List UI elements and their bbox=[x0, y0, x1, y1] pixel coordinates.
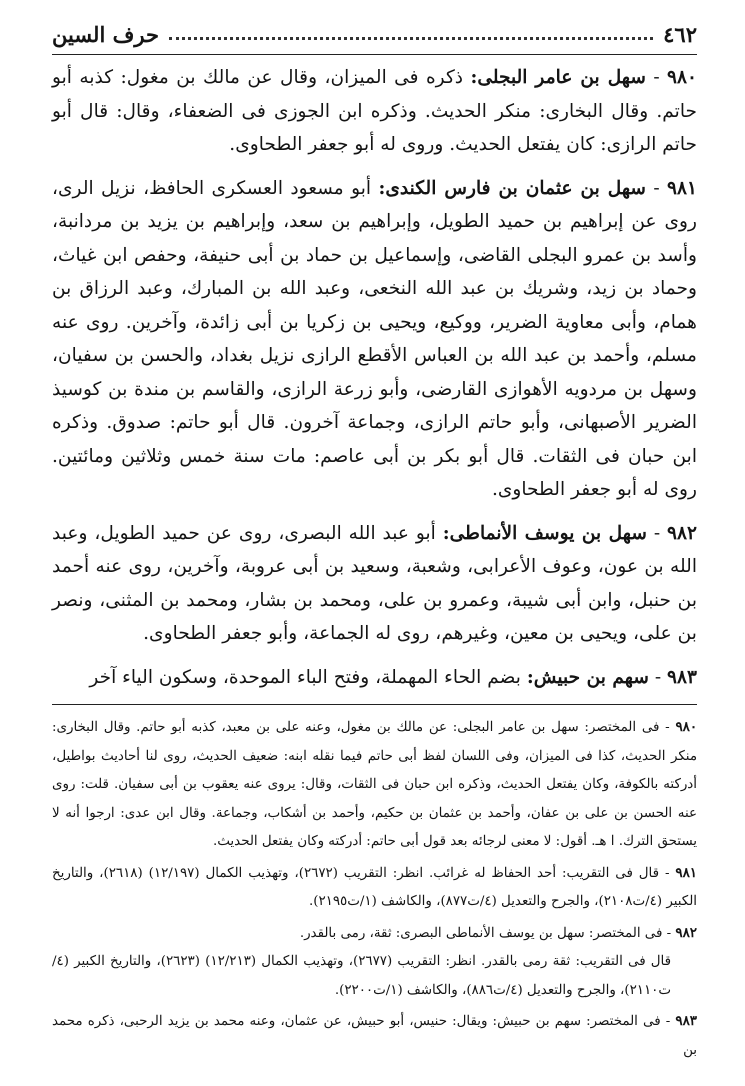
footnote-separator: - bbox=[660, 1014, 676, 1029]
entry-980 bbox=[52, 61, 697, 162]
entry-number: ٩٨١ bbox=[667, 177, 697, 199]
entry-number: ٩٨٠ bbox=[667, 67, 697, 88]
footnote-981 bbox=[52, 859, 697, 917]
entry-separator: - bbox=[646, 522, 668, 544]
entry-body: بضم الحاء المهملة، وفتح الباء الموحدة، وسكون الياء آخر bbox=[89, 666, 527, 688]
header-dotted-leader bbox=[169, 37, 653, 40]
entry-separator: - bbox=[645, 177, 668, 199]
page-number: ٤٦٢ bbox=[663, 21, 697, 47]
footnote-number: ٩٨٣ bbox=[675, 1013, 697, 1029]
footnote-text: فى المختصر: سهل بن عامر البجلى: عن مالك بن مغول، وعنه على بن معبد، كذبه أبو حاتم. وقال البخارى: منكر الحديث، كذا فى الميزان، وفى اللسان لفظ أبى حاتم فيما نقله ابنه: ضعيف الحديث، روى لنا أحاديث بواطيل، أدركته بالكوفة، وكان يفتعل الحديث، وذكره ابن حبان فى الثقات، وقال: يروى عنه يعقوب بن أبى سفيان. قلت: روى عنه الحسن بن على بن عفان، وأحمد بن عثمان بن حكيم، وأحمد بن أشكاب، وجماعة. وقال ابن عدى: ارجوا أنه لا يستحق الترك. ا هـ. أقول: لا معنى لرجائه بعد قول أبى حاتم: أدركته وكان يفتعل الحديث. bbox=[52, 720, 697, 849]
footnote-983 bbox=[52, 1007, 697, 1065]
footnote-982 bbox=[52, 919, 697, 1006]
footnote-divider bbox=[52, 704, 697, 705]
main-text bbox=[52, 61, 697, 694]
entry-name: سهل بن عامر البجلى: bbox=[470, 67, 646, 88]
footnote-separator: - bbox=[659, 720, 676, 735]
entry-body: أبو مسعود العسكرى الحافظ، نزيل الرى، روى عن إبراهيم بن حميد الطويل، وإبراهيم بن سعد، وإبراهيم بن يزيد بن مردانبة، وأسد بن عمرو البجلى القاضى، وإسماعيل بن حماد بن أبى حنيفة، وحفص ابن غياث، وحماد بن زيد، وشريك بن عبد الله النخعى، وعبد الله بن المبارك، وعبد الرزاق بن همام، وأبى معاوية الضرير، ووكيع، ويحيى بن زكريا بن أبى زائدة، وآخرين. روى عنه مسلم، وأحمد بن عبد الله بن العباس الأقطع الرازى نزيل بغداد، والحسن بن سفيان، وسهل بن مردويه الأهوازى القارضى، وأبو زرعة الرازى، والقاسم بن مندة بن كوسيذ الضرير الأصبهانى، وأبو حاتم الرازى، وجماعة آخرون. قال أبو حاتم: صدوق. وذكره ابن حبان فى الثقات. قال أبو بكر بن أبى عاصم: مات سنة خمس وثلاثين ومائتين. روى له أبو جعفر الطحاوى. bbox=[52, 177, 697, 500]
footnote-text: قال فى التقريب: أحد الحفاظ له غرائب. انظر: التقريب (٢٦٧٢)، وتهذيب الكمال (١٢/١٩٧) (٢٦١٨)، والتاريخ الكبير (٤/ت٢١٠٨)، والجرح والتعديل (٤/ت٨٧٧)، والكاشف (١/ت٢١٩٥). bbox=[52, 865, 697, 909]
entry-name: سهل بن يوسف الأنماطى: bbox=[442, 522, 647, 544]
entry-body: أبو عبد الله البصرى، روى عن حميد الطويل، وعبد الله بن عون، وعوف الأعرابى، وشعبة، وسعيد بن أبى عروبة، وآخرين، روى عنه أحمد بن حنبل، وابن أبى شيبة، وعمرو بن على، ومحمد بن بشار، ومحمد بن المثنى، ونصر بن على، ويحيى بن معين، وغيرهم، روى له الجماعة، وأبو جعفر الطحاوى. bbox=[52, 522, 697, 644]
footnote-separator: - bbox=[659, 865, 676, 881]
footnote-text: فى المختصر: سهم بن حبيش: ويقال: حنيس، أبو حبيش، عن عثمان، وعنه محمد بن يزيد الرحبى، ذكره محمد بن bbox=[52, 1014, 697, 1058]
entry-number: ٩٨٢ bbox=[667, 522, 698, 544]
footnotes bbox=[52, 713, 697, 1065]
entry-983 bbox=[52, 661, 697, 695]
entry-981 bbox=[52, 172, 697, 507]
entry-body: ذكره فى الميزان، وقال عن مالك بن مغول: كذبه أبو حاتم. وقال البخارى: منكر الحديث. وذكره ابن الجوزى فى الضعفاء، وقال: قال أبو حاتم الرازى: كان يفتعل الحديث. وروى له أبو جعفر الطحاوى. bbox=[52, 67, 697, 155]
footnote-number: ٩٨١ bbox=[675, 864, 697, 881]
footnote-number: ٩٨٠ bbox=[675, 719, 698, 735]
footnote-subparagraph: قال فى التقريب: ثقة رمى بالقدر. انظر: التقريب (٢٦٧٧)، وتهذيب الكمال (١٢/٢١٣) (٢٦٢٣)، والتاريخ الكبير (٤/ت٢١١٠)، والجرح والتعديل (٤/ت٨٨٦)، والكاشف (١/ت٢٢٠٠). bbox=[52, 954, 671, 998]
page-header bbox=[52, 14, 697, 55]
entry-separator: - bbox=[648, 666, 668, 688]
footnote-text: فى المختصر: سهل بن يوسف الأنماطى البصرى: ثقة، رمى بالقدر. bbox=[299, 925, 663, 941]
chapter-title: حرف السين bbox=[52, 21, 159, 47]
entry-separator: - bbox=[645, 67, 668, 88]
entry-name: سهل بن عثمان بن فارس الكندى: bbox=[378, 177, 646, 199]
footnote-980 bbox=[52, 713, 697, 857]
footnote-separator: - bbox=[662, 925, 676, 941]
entry-number: ٩٨٣ bbox=[667, 666, 697, 688]
footnote-number: ٩٨٢ bbox=[675, 924, 697, 941]
entry-name: سهم بن حبيش: bbox=[526, 666, 649, 688]
entry-982 bbox=[52, 517, 697, 651]
